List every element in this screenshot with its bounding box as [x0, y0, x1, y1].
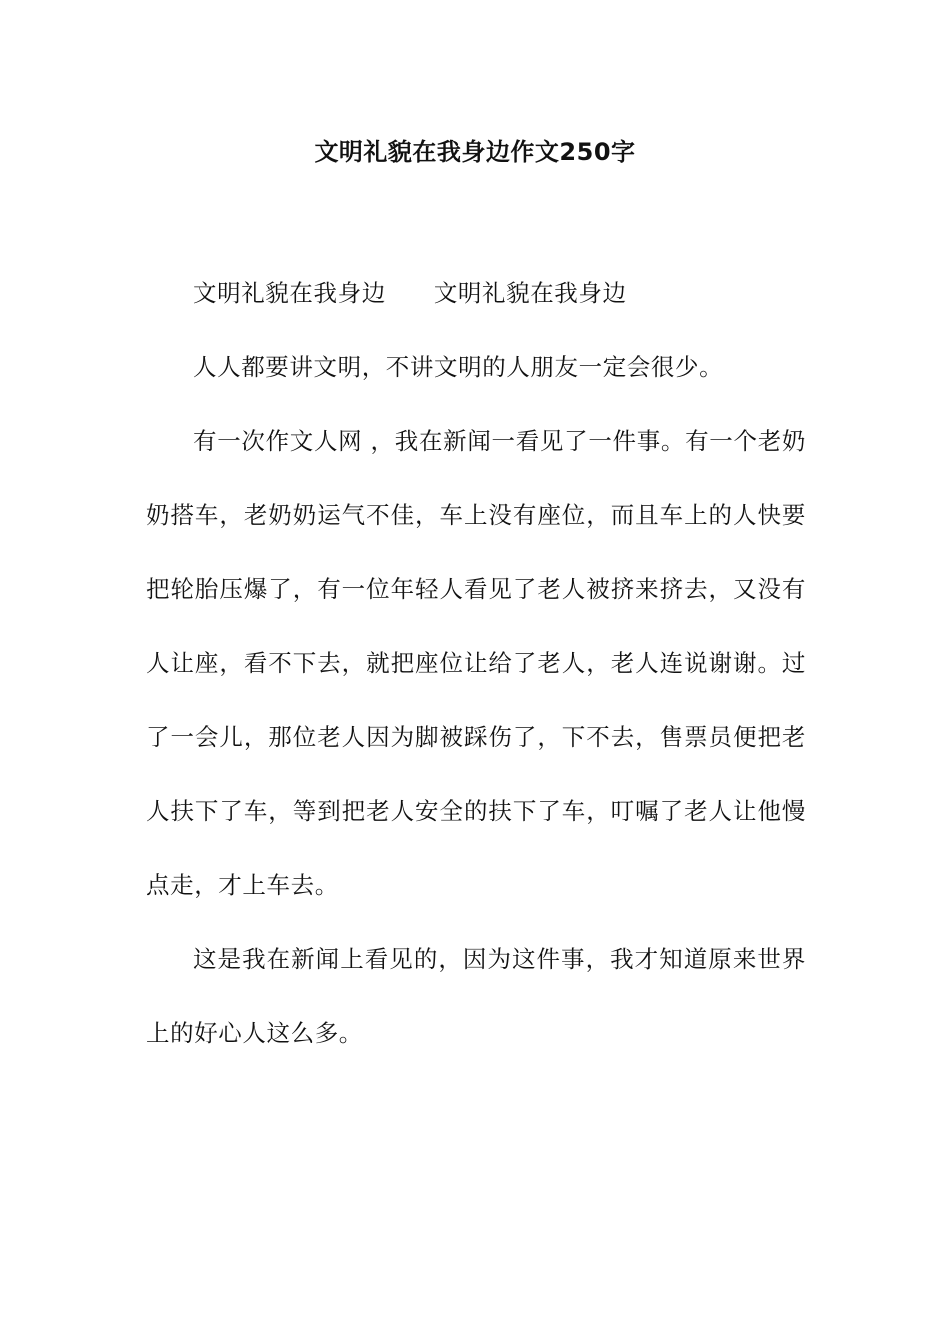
subtitle-left: 文明礼貌在我身边 — [193, 279, 386, 307]
document-title: 文明礼貌在我身边作文250字 — [314, 138, 636, 166]
subtitle-right: 文明礼貌在我身边 — [433, 279, 627, 307]
paragraph-1: 人人都要讲文明，不讲文明的人朋友一定会很少。 — [193, 353, 724, 381]
paragraph-3: 这是我在新闻上看见的，因为这件事，我才知道原来世界上的好心人这么多。 — [146, 945, 806, 1047]
document-body — [146, 256, 806, 1070]
paragraph-2: 有一次作文人网 ，我在新闻一看见了一件事。有一个老奶奶搭车，老奶奶运气不佳，车上没有座位，而且车上的人快要把轮胎压爆了，有一位年轻人看见了老人被挤来挤去，又没有人让座，看不下去，就把座位让给了老人，老人连说谢谢。过了一会儿，那位老人因为脚被踩伤了，下不去，售票员便把老人扶下了车，等到把老人安全的扶下了车，叮嘱了老人让他慢点走，才上车去。 — [146, 427, 806, 899]
subtitle-line — [146, 256, 806, 330]
